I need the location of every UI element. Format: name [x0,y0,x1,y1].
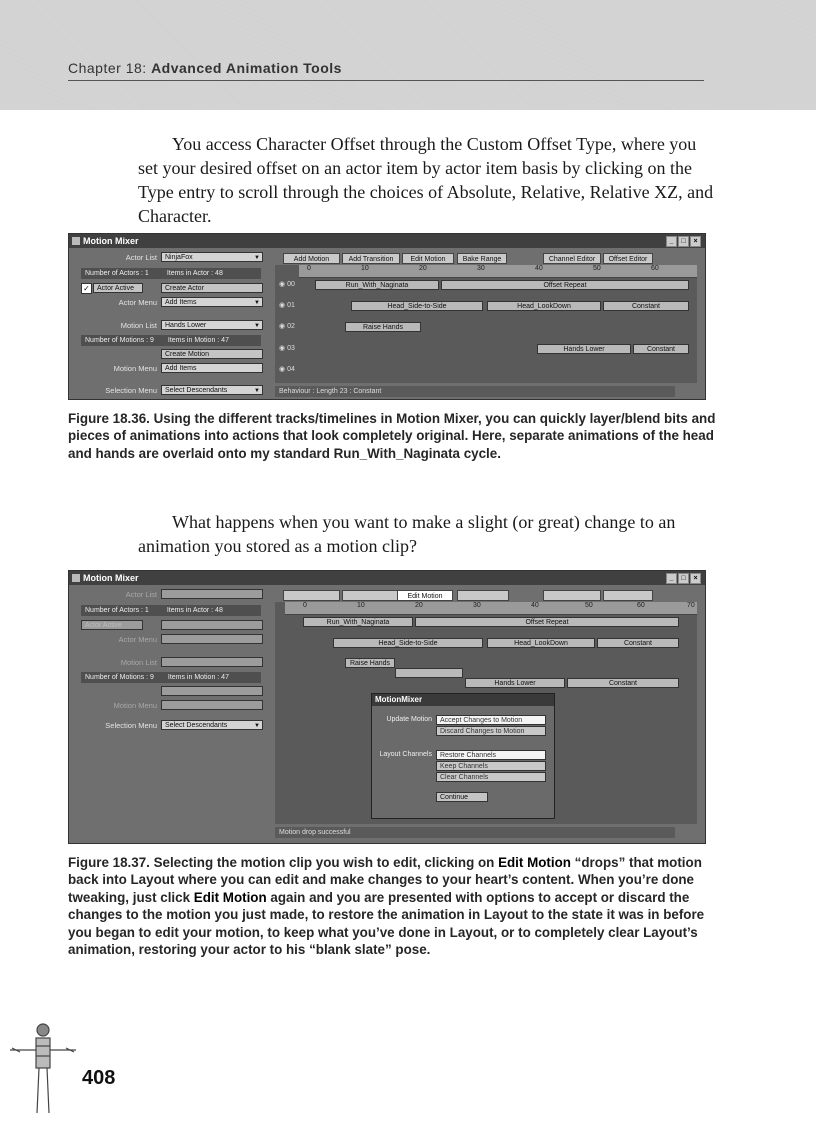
motion-clip[interactable]: Raise Hands [345,322,421,332]
ruler-tick: 10 [361,265,369,272]
create-motion-button [161,686,263,696]
status-bar: Motion drop successful [275,827,675,838]
actor-menu-dropdown [161,634,263,644]
tab-channel-editor [543,590,601,601]
actor-menu-label: Actor Menu [118,298,157,307]
tab-add-motion[interactable]: Add Motion [283,253,340,264]
dialog-title: MotionMixer [372,694,554,706]
track-label: ◉ 02 [279,323,295,330]
ninja-figure-logo [8,1018,78,1118]
motion-list-label: Motion List [120,321,157,330]
ruler-tick: 60 [651,265,659,272]
tab-bake-range [457,590,509,601]
motion-clip[interactable]: Head_Side-to-Side [351,301,483,311]
title-bar: Motion Mixer _ □ × [69,571,705,585]
dropdown-arrow-icon: ▼ [254,388,260,394]
track-label: ◉ 04 [279,366,295,373]
actor-menu-dropdown[interactable]: Add Items ▼ [161,297,263,307]
actor-menu-label: Actor Menu [118,635,157,644]
motion-clip[interactable]: Hands Lower [465,678,565,688]
frame-ruler[interactable] [299,265,697,278]
ruler-tick: 50 [593,265,601,272]
motion-clip[interactable]: Constant [597,638,679,648]
create-actor-button[interactable]: Create Actor [161,283,263,293]
ruler-tick: 70 [687,602,695,609]
motion-clip[interactable]: Offset Repeat [415,617,679,627]
maximize-icon[interactable]: □ [678,236,689,247]
accept-changes-option[interactable]: Accept Changes to Motion [436,715,546,725]
motion-clip[interactable]: Constant [633,344,689,354]
tab-channel-editor[interactable]: Channel Editor [543,253,601,264]
selection-menu-label: Selection Menu [105,721,157,730]
motion-clip[interactable]: Run_With_Naginata [315,280,439,290]
ruler-tick: 40 [535,265,543,272]
actor-active-button[interactable]: Actor Active [93,283,143,293]
frame-ruler[interactable] [285,602,697,615]
motion-menu-dropdown [161,700,263,710]
actor-list-label: Actor List [125,590,157,599]
motionmixer-dialog [371,693,555,819]
track-label: ◉ 03 [279,345,295,352]
tab-offset-editor[interactable]: Offset Editor [603,253,653,264]
ruler-tick: 20 [419,265,427,272]
create-motion-button[interactable]: Create Motion [161,349,263,359]
motion-clip[interactable]: Head_Side-to-Side [333,638,483,648]
chapter-heading: Chapter 18: Advanced Animation Tools [68,60,342,76]
motion-info-bar: Number of Motions : 9 Items in Motion : 47 [81,672,261,683]
tab-add-transition [342,590,398,601]
motion-list-label: Motion List [120,658,157,667]
actor-list-dropdown[interactable]: NinjaFox ▼ [161,252,263,262]
motion-clip[interactable]: Constant [603,301,689,311]
ruler-tick: 30 [477,265,485,272]
ruler-tick: 30 [473,602,481,609]
motion-list-dropdown [161,657,263,667]
header-band [0,0,816,110]
ruler-tick: 0 [303,602,307,609]
motion-clip[interactable]: Constant [567,678,679,688]
actor-info-bar: Number of Actors : 1 Items in Actor : 48 [81,605,261,616]
motion-mixer-window-1 [68,233,706,400]
dropdown-arrow-icon: ▼ [254,723,260,729]
dropdown-arrow-icon: ▼ [254,300,260,306]
actor-active-button: Actor Active [81,620,143,630]
ruler-tick: 20 [415,602,423,609]
minimize-icon[interactable]: _ [666,236,677,247]
dropdown-arrow-icon: ▼ [254,255,260,261]
ruler-tick: 50 [585,602,593,609]
keep-channels-option[interactable]: Keep Channels [436,761,546,771]
app-icon [72,237,80,245]
tab-offset-editor [603,590,653,601]
motion-info-bar: Number of Motions : 9 Items in Motion : 47 [81,335,261,346]
timeline-area[interactable] [275,265,697,383]
motion-clip[interactable]: Offset Repeat [441,280,689,290]
motion-list-dropdown[interactable]: Hands Lower ▼ [161,320,263,330]
maximize-icon[interactable]: □ [678,573,689,584]
create-actor-button [161,620,263,630]
motion-menu-label: Motion Menu [113,364,157,373]
dropdown-arrow-icon: ▼ [254,323,260,329]
selection-menu-dropdown[interactable]: Select Descendants ▼ [161,385,263,395]
ruler-tick: 40 [531,602,539,609]
title-bar: Motion Mixer _ □ × [69,234,705,248]
paragraph-2: What happens when you want to make a slight (or great) change to an animation you stored as a motion clip? [138,512,676,556]
motion-menu-label: Motion Menu [113,701,157,710]
clear-channels-option[interactable]: Clear Channels [436,772,546,782]
motion-menu-dropdown[interactable]: Add Items [161,363,263,373]
page-number: 408 [82,1067,116,1089]
track-label: ◉ 01 [279,302,295,309]
discard-changes-option[interactable]: Discard Changes to Motion [436,726,546,736]
close-icon[interactable]: × [690,573,701,584]
motion-clip[interactable]: Raise Hands [345,658,395,668]
paragraph-1: You access Character Offset through the Custom Offset Type, where you set your desired offset on an actor item by actor item basis by clicking on the Type entry to scroll through the choices of Absolute, Relative, Relative XZ, and Character. [138,134,714,226]
ruler-tick: 0 [307,265,311,272]
header-rule [68,80,704,81]
ruler-tick: 10 [357,602,365,609]
actor-active-checkbox[interactable]: ✓ [81,283,92,294]
motion-clip[interactable]: Run_With_Naginata [303,617,413,627]
motion-clip[interactable]: Hands Lower [537,344,631,354]
close-icon[interactable]: × [690,236,701,247]
tab-edit-motion[interactable]: Edit Motion [402,253,454,264]
tab-bake-range[interactable]: Bake Range [457,253,507,264]
motion-clip[interactable]: Head_LookDown [487,638,595,648]
figure-caption-2: Figure 18.37. Selecting the motion clip you wish to edit, clicking on Edit Motion “drops” that motion back into Layout where you can edit and make changes to your heart’s content. When you’re done tweaking, just click Edit Motion again and you are presented with options to accept or discard the changes to the motion you just made, to restore the animation in Layout to the state it was in before you began to edit your motion, to keep what you’ve done in Layout, or to completely clear Layout’s animation, restoring your actor to his “blank slate” pose. [68,855,705,958]
actor-list-dropdown [161,589,263,599]
minimize-icon[interactable]: _ [666,573,677,584]
tab-add-motion [283,590,340,601]
tab-add-transition[interactable]: Add Transition [342,253,400,264]
motion-mixer-window-2 [68,570,706,844]
selection-menu-label: Selection Menu [105,386,157,395]
selection-menu-dropdown[interactable]: Select Descendants ▼ [161,720,263,730]
continue-button[interactable]: Continue [436,792,488,802]
track-label: ◉ 00 [279,281,295,288]
actor-info-bar: Number of Actors : 1 Items in Actor : 48 [81,268,261,279]
restore-channels-option[interactable]: Restore Channels [436,750,546,760]
figure-caption-1: Figure 18.36. Using the different tracks/timelines in Motion Mixer, you can quickly layer/blend bits and pieces of animations into actions that look completely original. Here, separate animations of the head and hands are overlaid onto my standard Run_With_Naginata cycle. [68,411,716,461]
layout-channels-label: Layout Channels [379,751,432,758]
app-icon [72,574,80,582]
motion-clip[interactable]: Head_LookDown [487,301,601,311]
transition-block[interactable] [395,668,463,678]
update-motion-label: Update Motion [386,716,432,723]
tab-edit-motion[interactable]: Edit Motion [397,590,453,601]
actor-list-label: Actor List [125,253,157,262]
status-bar: Behaviour : Length 23 : Constant [275,386,675,397]
ruler-tick: 60 [637,602,645,609]
